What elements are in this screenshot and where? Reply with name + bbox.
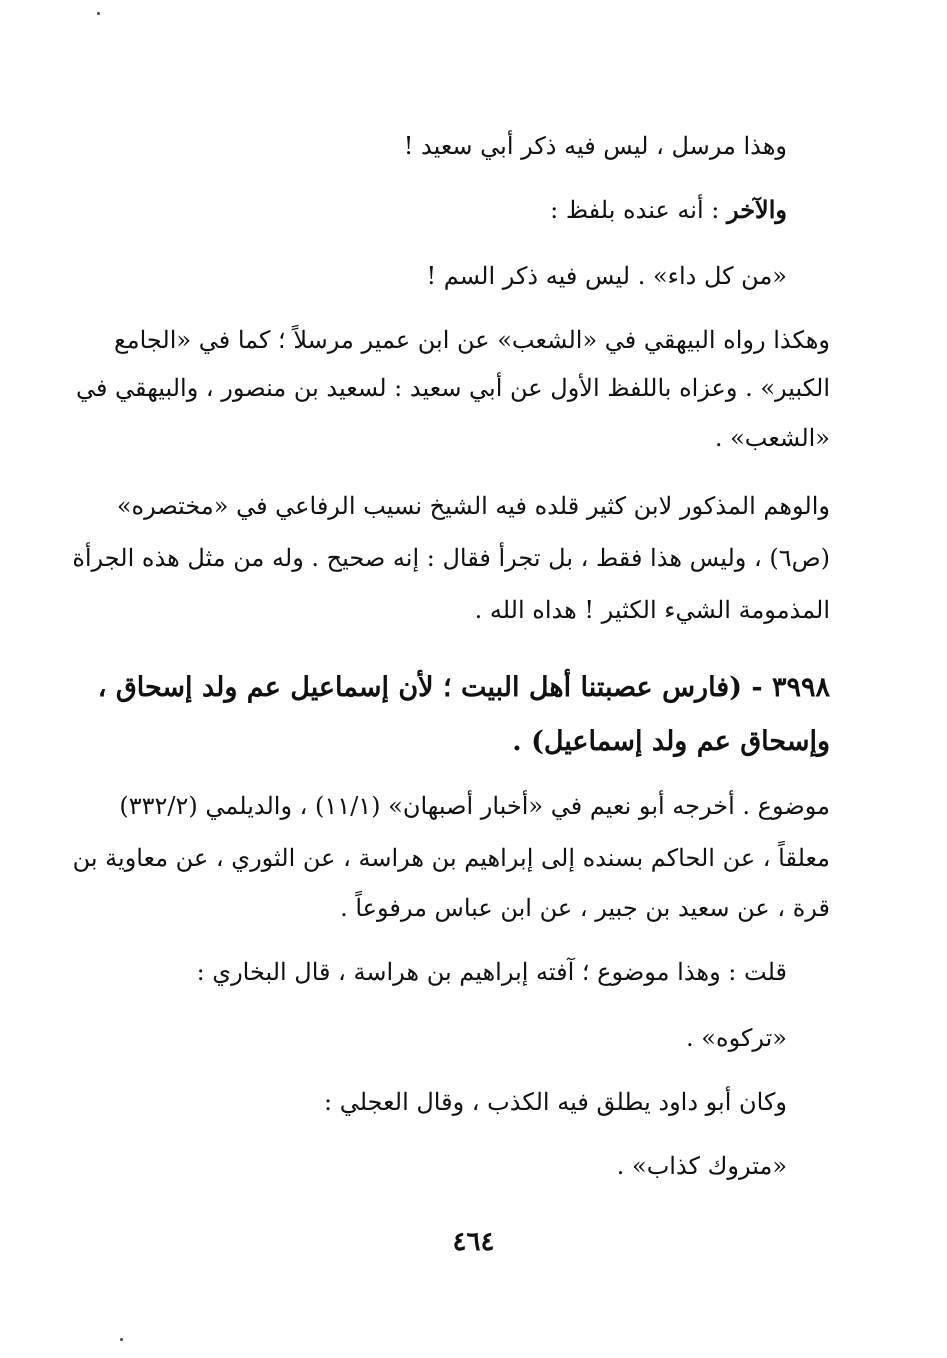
text-line: «متروك كذاب» .: [616, 1152, 787, 1180]
text-line: «من كل داء» . ليس فيه ذكر السم !: [426, 262, 787, 290]
text-line: «تركوه» .: [686, 1024, 787, 1052]
scan-speck: [120, 1338, 123, 1341]
hadith-heading: وإسحاق عم ولد إسماعيل) .: [512, 726, 830, 757]
paragraph-line: وهكذا رواه البيهقي في «الشعب» عن ابن عمير مرسلاً ؛ كما في «الجامع: [113, 326, 830, 354]
text-line: وهذا مرسل ، ليس فيه ذكر أبي سعيد !: [403, 132, 787, 160]
paragraph-line: قرة ، عن سعيد بن جبير ، عن ابن عباس مرفوعاً .: [340, 894, 830, 922]
text-line: وكان أبو داود يطلق فيه الكذب ، وقال العجلي :: [324, 1088, 787, 1116]
text-line: قلت : وهذا موضوع ؛ آفته إبراهيم بن هراسة ، قال البخاري :: [196, 958, 787, 986]
scan-speck: [97, 12, 100, 15]
hadith-heading: ٣٩٩٨ - (فارس عصبتنا أهل البيت ؛ لأن إسماعيل عم ولد إسحاق ،: [97, 672, 830, 703]
page-number: ٤٦٤: [452, 1227, 495, 1257]
paragraph-line: المذمومة الشيء الكثير ! هداه الله .: [474, 596, 830, 624]
text-span: : أنه عنده بلفظ :: [550, 196, 727, 224]
paragraph-line: موضوع . أخرجه أبو نعيم في «أخبار أصبهان» (١١/١) ، والديلمي (٣٣٢/٢): [119, 792, 830, 820]
paragraph-line: معلقاً ، عن الحاكم بسنده إلى إبراهيم بن هراسة ، عن الثوري ، عن معاوية بن: [72, 844, 830, 872]
text-line: [550, 190, 787, 230]
bold-lead-word: والآخر: [726, 195, 787, 224]
paragraph-line: «الشعب» .: [714, 424, 830, 452]
paragraph-line: الكبير» . وعزاه باللفظ الأول عن أبي سعيد : لسعيد بن منصور ، والبيهقي في: [75, 374, 830, 402]
paragraph-line: والوهم المذكور لابن كثير قلده فيه الشيخ نسيب الرفاعي في «مختصره»: [116, 492, 830, 520]
paragraph-line: (ص٦) ، وليس هذا فقط ، بل تجرأ فقال : إنه صحيح . وله من مثل هذه الجرأة: [72, 544, 830, 572]
